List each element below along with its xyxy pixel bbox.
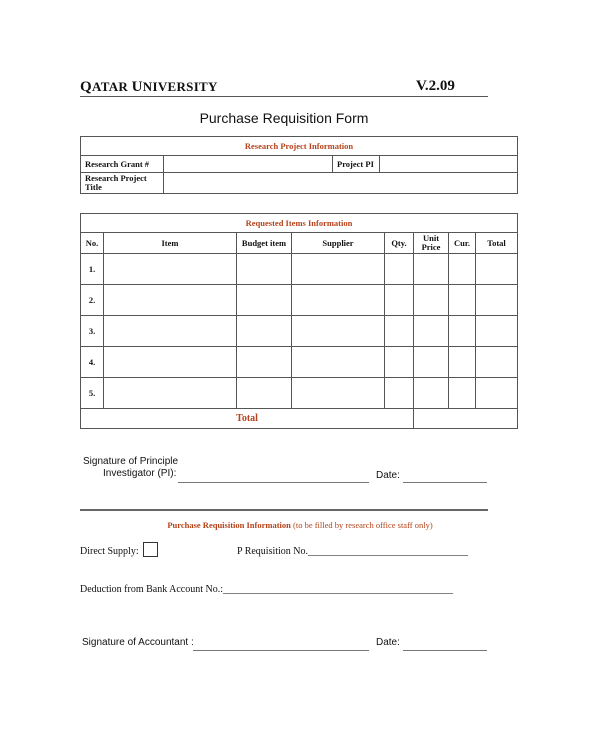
table-row <box>81 285 518 316</box>
direct-supply-label: Direct Supply: <box>80 546 139 557</box>
col-budget-item: Budget item <box>237 233 292 254</box>
col-unit-price-line2: Price <box>421 242 441 252</box>
total-cell[interactable] <box>476 285 518 316</box>
budget-item-cell[interactable] <box>237 254 292 285</box>
col-no: No. <box>81 233 104 254</box>
unit-price-cell[interactable] <box>414 254 449 285</box>
total-cell[interactable] <box>476 347 518 378</box>
col-supplier: Supplier <box>292 233 385 254</box>
university-rest-1: ATAR <box>91 79 132 94</box>
row-number: 3. <box>81 316 104 347</box>
research-project-header: Research Project Information <box>81 137 518 156</box>
grant-label: Research Grant # <box>81 156 164 173</box>
budget-item-cell[interactable] <box>237 378 292 409</box>
research-project-table <box>80 136 518 194</box>
row-number: 1. <box>81 254 104 285</box>
accountant-date-line[interactable] <box>403 650 487 651</box>
table-row <box>81 316 518 347</box>
qty-cell[interactable] <box>385 254 414 285</box>
purchase-info-heading <box>0 520 600 530</box>
total-cell[interactable] <box>476 316 518 347</box>
total-label: Total <box>81 409 414 429</box>
unit-price-cell[interactable] <box>414 347 449 378</box>
requested-items-table <box>80 213 518 429</box>
budget-item-cell[interactable] <box>237 285 292 316</box>
table-row <box>81 347 518 378</box>
purchase-info-note: (to be filled by research office staff only) <box>290 520 433 530</box>
unit-price-cell[interactable] <box>414 378 449 409</box>
col-item: Item <box>104 233 237 254</box>
item-cell[interactable] <box>104 285 237 316</box>
purchase-info-title: Purchase Requisition Information <box>167 520 291 530</box>
qty-cell[interactable] <box>385 378 414 409</box>
project-title-field[interactable] <box>164 173 518 194</box>
supplier-cell[interactable] <box>292 316 385 347</box>
cur-cell[interactable] <box>449 378 476 409</box>
cur-cell[interactable] <box>449 285 476 316</box>
unit-price-cell[interactable] <box>414 316 449 347</box>
row-number: 2. <box>81 285 104 316</box>
unit-price-cell[interactable] <box>414 285 449 316</box>
form-version: V.2.09 <box>416 78 455 94</box>
budget-item-cell[interactable] <box>237 316 292 347</box>
item-cell[interactable] <box>104 378 237 409</box>
pi-signature-label-line1: Signature of Principle <box>83 456 179 467</box>
supplier-cell[interactable] <box>292 347 385 378</box>
qty-cell[interactable] <box>385 285 414 316</box>
pi-signature-line[interactable] <box>178 482 369 483</box>
grand-total-field[interactable] <box>414 409 518 429</box>
project-title-label <box>81 173 164 194</box>
col-cur: Cur. <box>449 233 476 254</box>
col-unit-price <box>414 233 449 254</box>
university-initial-u: U <box>131 79 143 95</box>
qty-cell[interactable] <box>385 316 414 347</box>
direct-supply-checkbox[interactable] <box>143 542 158 557</box>
deduction-field[interactable]: ______________________________________________ <box>223 584 454 595</box>
p-requisition-field[interactable]: ________________________________ <box>308 546 469 557</box>
section-separator <box>80 509 488 511</box>
deduction-label: Deduction from Bank Account No.: <box>80 584 224 595</box>
requested-items-header: Requested Items Information <box>81 214 518 233</box>
university-initial-q: Q <box>80 79 92 95</box>
table-row <box>81 254 518 285</box>
qty-cell[interactable] <box>385 347 414 378</box>
row-number: 5. <box>81 378 104 409</box>
supplier-cell[interactable] <box>292 378 385 409</box>
pi-field[interactable] <box>380 156 518 173</box>
p-requisition-label: P Requisition No. <box>237 546 309 557</box>
item-cell[interactable] <box>104 254 237 285</box>
row-number: 4. <box>81 347 104 378</box>
supplier-cell[interactable] <box>292 285 385 316</box>
col-total: Total <box>476 233 518 254</box>
accountant-signature-label: Signature of Accountant : <box>82 637 194 648</box>
accountant-signature-line[interactable] <box>193 650 369 651</box>
pi-date-label: Date: <box>376 470 400 481</box>
table-row <box>81 378 518 409</box>
project-title-label-line1: Research Project <box>85 173 147 184</box>
cur-cell[interactable] <box>449 316 476 347</box>
university-name <box>80 79 218 96</box>
accountant-date-label: Date: <box>376 637 400 648</box>
cur-cell[interactable] <box>449 347 476 378</box>
item-cell[interactable] <box>104 316 237 347</box>
p-requisition <box>237 546 468 557</box>
pi-label: Project PI <box>333 156 380 173</box>
col-qty: Qty. <box>385 233 414 254</box>
form-title: Purchase Requisition Form <box>199 110 369 126</box>
budget-item-cell[interactable] <box>237 347 292 378</box>
university-rest-2: NIVERSITY <box>142 79 218 94</box>
supplier-cell[interactable] <box>292 254 385 285</box>
item-cell[interactable] <box>104 347 237 378</box>
cur-cell[interactable] <box>449 254 476 285</box>
deduction <box>80 584 453 595</box>
header-rule <box>80 96 488 97</box>
pi-date-line[interactable] <box>403 482 487 483</box>
grant-field[interactable] <box>164 156 333 173</box>
total-cell[interactable] <box>476 378 518 409</box>
project-title-label-line2: Title <box>85 182 102 192</box>
pi-signature-label-line2: Investigator (PI): <box>103 468 177 479</box>
col-unit-price-line1: Unit <box>422 233 440 244</box>
total-cell[interactable] <box>476 254 518 285</box>
